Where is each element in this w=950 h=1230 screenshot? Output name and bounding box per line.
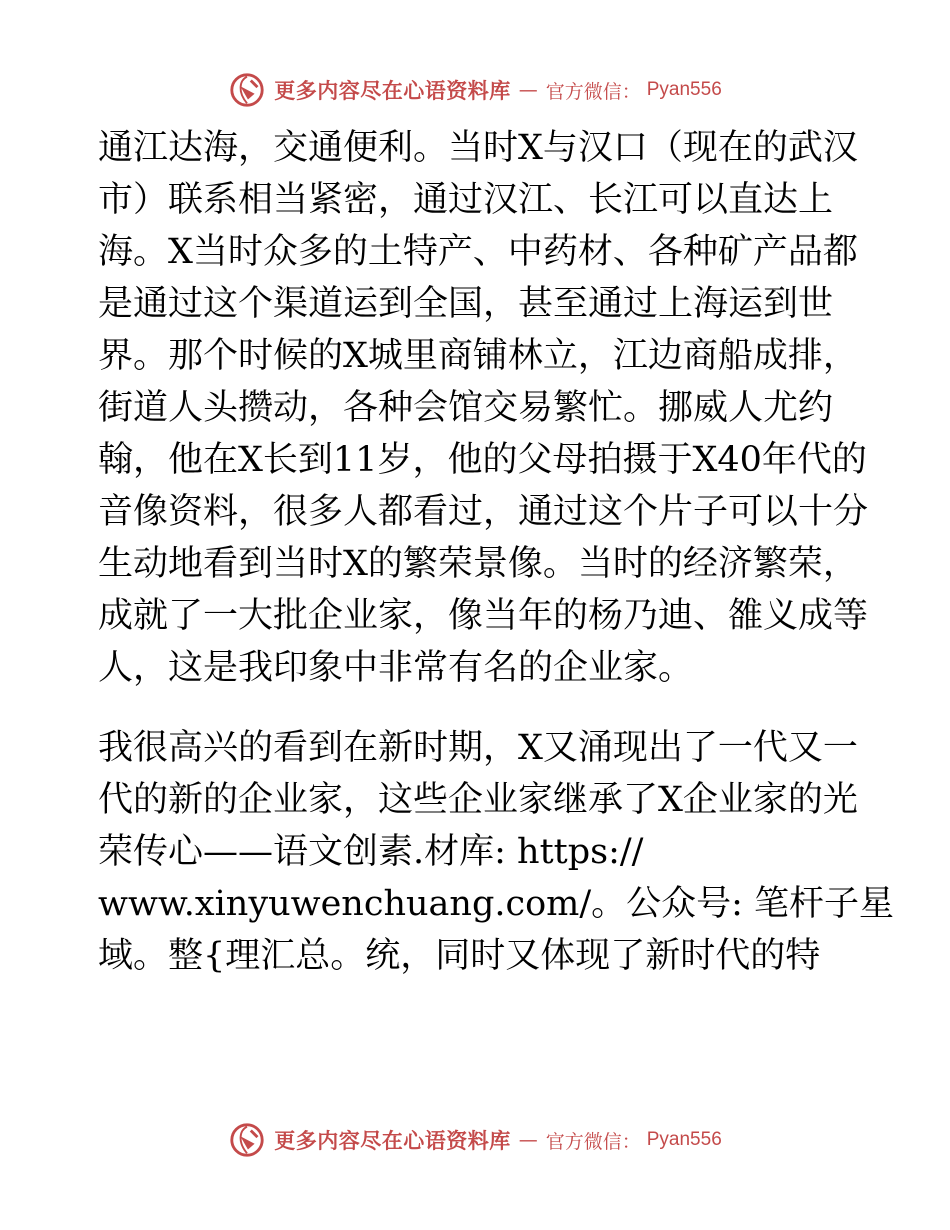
document-body — [98, 122, 895, 982]
brand-logo-icon — [228, 71, 266, 109]
header-separator: — — [518, 79, 538, 101]
header-wechat-id: Pyan556 — [646, 79, 722, 100]
text-line: www.xinyuwenchuang.com/。公众号: 笔杆子星 — [98, 884, 895, 924]
text-line: 人，这是我印象中非常有名的企业家。 — [98, 648, 694, 688]
text-line: 代的新的企业家，这些企业家继承了X企业家的光 — [98, 780, 858, 820]
header-main-text: 更多内容尽在心语资料库 — [274, 78, 511, 103]
text-line: 市）联系相当紧密，通过汉江、长江可以直达上 — [98, 180, 834, 220]
text-line: 域。整{理汇总。统，同时又体现了新时代的特 — [98, 936, 821, 976]
brand-logo-icon — [228, 1121, 266, 1159]
text-line: 翰，他在X长到11岁，他的父母拍摄于X40年代的 — [98, 440, 867, 480]
text-line: 音像资料，很多人都看过，通过这个片子可以十分 — [98, 492, 869, 532]
paragraph-gap — [98, 694, 858, 722]
text-line: 生动地看到当时X的繁荣景像。当时的经济繁荣， — [98, 544, 858, 584]
paragraph-2 — [98, 722, 895, 982]
text-line: 街道人头攒动，各种会馆交易繁忙。挪威人尤约 — [98, 388, 834, 428]
header-banner — [0, 68, 950, 112]
footer-separator: — — [518, 1129, 538, 1151]
text-line: 成就了一大批企业家，像当年的杨乃迪、雒义成等 — [98, 596, 869, 636]
text-line: 我很高兴的看到在新时期，X又涌现出了一代又一 — [98, 728, 858, 768]
footer-banner — [0, 1118, 950, 1162]
footer-wechat-label: 官方微信： — [545, 1130, 641, 1153]
text-line: 通江达海，交通便利。当时X与汉口（现在的武汉 — [98, 128, 858, 168]
paragraph-1 — [98, 122, 869, 694]
text-line: 是通过这个渠道运到全国，甚至通过上海运到世 — [98, 284, 834, 324]
text-line: 海。X当时众多的土特产、中药材、各种矿产品都 — [98, 232, 858, 272]
header-wechat-label: 官方微信： — [545, 80, 641, 103]
footer-main-text: 更多内容尽在心语资料库 — [274, 1128, 511, 1153]
footer-wechat-id: Pyan556 — [646, 1129, 722, 1150]
text-line: 荣传心——语文创素.材库: https:// — [98, 832, 644, 872]
text-line: 界。那个时候的X城里商铺林立，江边商船成排， — [98, 336, 858, 376]
